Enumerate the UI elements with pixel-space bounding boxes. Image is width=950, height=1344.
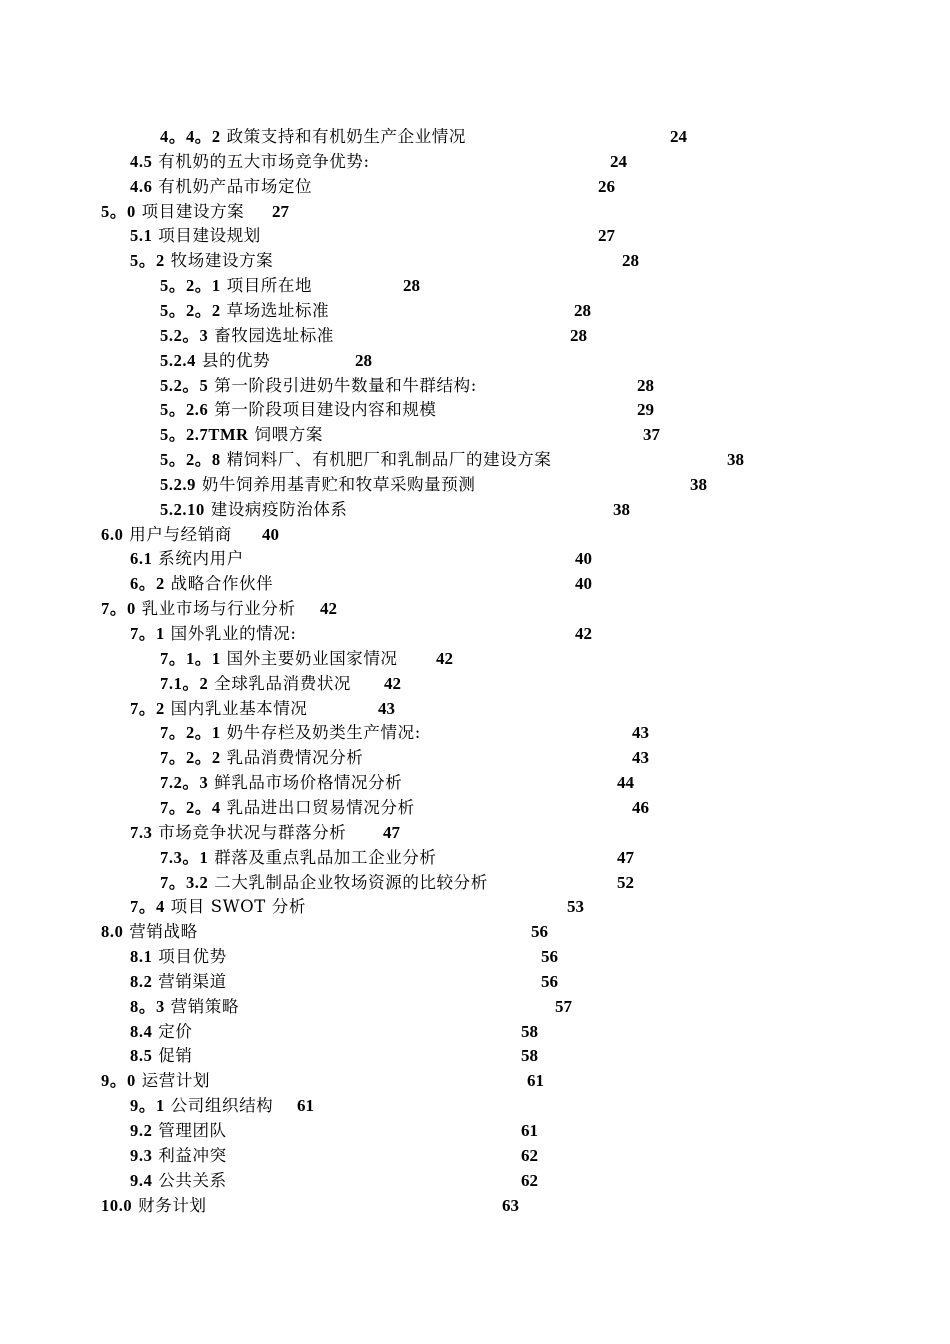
toc-section-title: 公共关系 [158,1171,227,1190]
toc-section-number: 9。0 [101,1071,136,1090]
toc-section-number: 5。2 [130,251,165,270]
toc-entry-title [160,125,466,149]
toc-page-number: 53 [567,897,584,916]
toc-section-number: 7。3.2 [160,873,209,892]
toc-section-number: 5.2.4 [160,351,196,370]
toc-section-number: 5。2.6 [160,400,209,419]
toc-entry-title [160,299,329,323]
toc-entry[interactable] [0,175,950,199]
toc-section-number: 5。2。8 [160,450,221,469]
toc-page-number: 56 [541,972,558,991]
toc-section-title: 营销策略 [170,997,240,1016]
toc-entry[interactable] [0,125,950,149]
toc-section-title: 二大乳制品企业牧场资源的比较分析 [214,873,488,892]
toc-entry[interactable] [0,349,950,373]
toc-section-number: 5.2。5 [160,376,209,395]
toc-entry-title [130,175,312,199]
toc-entry[interactable] [0,274,950,298]
toc-entry-title [101,920,198,944]
toc-section-title: 县的优势 [201,351,271,370]
toc-page-number: 27 [598,226,615,245]
toc-section-title: 畜牧园选址标准 [214,326,334,345]
toc-entry[interactable] [0,771,950,795]
toc-page-number: 58 [521,1022,538,1041]
toc-page-number: 26 [598,177,615,196]
toc-page-number: 61 [527,1071,544,1090]
toc-section-number: 5。2。1 [160,276,221,295]
toc-entry[interactable] [0,299,950,323]
toc-section-title: 精饲料厂、有机肥厂和乳制品厂的建设方案 [226,450,552,469]
toc-page-number: 28 [574,301,591,320]
toc-section-number: 5.2.9 [160,475,196,494]
toc-section-number: 6。2 [130,574,165,593]
toc-section-title: 战略合作伙伴 [170,574,274,593]
toc-entry-title [160,746,363,770]
toc-section-title: 市场竞争状况与群落分析 [158,823,347,842]
toc-entry[interactable] [0,622,950,646]
toc-entry-title [101,200,244,224]
toc-entry[interactable] [0,374,950,398]
toc-section-title: 定价 [158,1022,193,1041]
toc-section-title: 政策支持和有机奶生产企业情况 [226,127,467,146]
toc-entry[interactable] [0,473,950,497]
toc-page-number: 38 [727,450,744,469]
toc-entry-title [130,1044,193,1068]
toc-entry-title [101,597,296,621]
toc-section-number: 8。3 [130,997,165,1016]
toc-section-title: 管理团队 [158,1121,227,1140]
toc-section-number: 7.2。3 [160,773,209,792]
toc-entry-title [130,1144,227,1168]
toc-section-number: 7。2 [130,699,165,718]
toc-section-title: 项目优势 [158,947,227,966]
toc-page-number: 42 [575,624,592,643]
toc-page-number: 62 [521,1146,538,1165]
toc-entry-title [160,398,437,422]
toc-entry[interactable] [0,920,950,944]
toc-page-number: 46 [632,798,649,817]
toc-page-number: 61 [521,1121,538,1140]
toc-page-number: 47 [383,823,400,842]
toc-section-number: 7.3 [130,823,153,842]
toc-section-number: 8.1 [130,947,153,966]
toc-entry[interactable] [0,721,950,745]
toc-page-number: 40 [262,525,279,544]
toc-entry-title [130,1020,193,1044]
toc-entry-title [130,895,306,919]
toc-page-number: 47 [617,848,634,867]
toc-section-title: 项目建设规划 [158,226,261,245]
toc-entry-title [130,821,346,845]
toc-entry[interactable] [0,846,950,870]
toc-section-title: 促销 [158,1046,193,1065]
toc-section-title: 财务计划 [138,1196,207,1215]
toc-entry[interactable] [0,1144,950,1168]
toc-page-number: 57 [555,997,572,1016]
toc-section-title: 奶牛饲养用基青贮和牧草采购量预测 [201,475,476,494]
toc-entry-title [130,249,273,273]
toc-entry[interactable] [0,995,950,1019]
toc-entry-title [160,473,475,497]
toc-entry-title [160,647,398,671]
toc-entry-title [130,697,307,721]
toc-entry-title [130,995,239,1019]
toc-section-title: 有机奶的五大市场竞争优势: [158,152,370,171]
toc-page-number: 52 [617,873,634,892]
toc-section-number: 7。0 [101,599,136,618]
toc-section-number: 6.0 [101,525,124,544]
toc-section-number: 4。4。2 [160,127,221,146]
toc-section-number: 8.0 [101,922,124,941]
toc-section-number: 7。2。1 [160,723,221,742]
toc-page-number: 43 [632,723,649,742]
toc-section-title: 草场选址标准 [226,301,330,320]
toc-entry-title [160,871,488,895]
toc-entry[interactable] [0,1169,950,1193]
toc-entry-title [160,721,421,745]
toc-section-title: 国外主要奶业国家情况 [226,649,398,668]
toc-page-number: 62 [521,1171,538,1190]
toc-section-title: 运营计划 [141,1071,211,1090]
toc-section-number: 5.2。3 [160,326,209,345]
toc-entry-title [130,547,244,571]
toc-page-number: 28 [622,251,639,270]
toc-page-number: 40 [575,549,592,568]
toc-page-number: 56 [531,922,548,941]
toc-section-title: 乳业市场与行业分析 [141,599,296,618]
toc-entry[interactable] [0,572,950,596]
toc-section-number: 4.5 [130,152,153,171]
toc-section-number: 4.6 [130,177,153,196]
toc-entry-title [130,970,227,994]
toc-page-number: 56 [541,947,558,966]
toc-section-number: 9.2 [130,1121,153,1140]
toc-entry-title [160,846,437,870]
toc-section-title: 系统内用户 [158,549,244,568]
toc-section-title: 乳品进出口贸易情况分析 [226,798,415,817]
toc-section-title: 项目所在地 [226,276,313,295]
toc-entry-title [160,423,323,447]
toc-page-number: 24 [670,127,687,146]
toc-entry[interactable] [0,150,950,174]
toc-page-number: 38 [613,500,630,519]
toc-entry-title [130,1169,227,1193]
toc-page-number: 37 [643,425,660,444]
toc-entry[interactable] [0,871,950,895]
toc-entry[interactable] [0,945,950,969]
toc-page-number: 58 [521,1046,538,1065]
toc-page-number: 61 [297,1096,314,1115]
toc-section-number: 7。2。4 [160,798,221,817]
toc-section-title: 牧场建设方案 [170,251,274,270]
toc-entry[interactable] [0,498,950,522]
toc-entry[interactable] [0,1119,950,1143]
toc-entry[interactable] [0,1069,950,1093]
toc-entry-title [101,1194,207,1218]
toc-section-number: 5。2.7TMR [160,425,249,444]
toc-section-number: 5。2。2 [160,301,221,320]
toc-entry-title [160,796,415,820]
toc-section-title: 建设病疫防治体系 [210,500,348,519]
toc-entry-title [130,622,297,646]
toc-page-number: 63 [502,1196,519,1215]
toc-entry[interactable] [0,895,950,919]
toc-section-title: 第一阶段项目建设内容和规模 [214,400,437,419]
toc-entry[interactable] [0,697,950,721]
toc-page-number: 42 [436,649,453,668]
toc-section-number: 6.1 [130,549,153,568]
toc-section-title: 公司组织结构 [170,1096,274,1115]
toc-section-title: 第一阶段引进奶牛数量和牛群结构: [214,376,477,395]
toc-page-number: 38 [690,475,707,494]
toc-section-title: 项目建设方案 [141,202,245,221]
toc-entry-title [160,771,402,795]
toc-page-number: 42 [320,599,337,618]
toc-entry[interactable] [0,597,950,621]
toc-section-title: 乳品消费情况分析 [226,748,364,767]
toc-section-number: 9.4 [130,1171,153,1190]
toc-entry[interactable] [0,324,950,348]
toc-entry[interactable] [0,547,950,571]
toc-page-number: 43 [632,748,649,767]
toc-entry-title [130,1094,273,1118]
toc-entry[interactable] [0,398,950,422]
toc-section-title: 奶牛存栏及奶类生产情况: [226,723,421,742]
toc-entry-title [160,672,351,696]
toc-section-number: 8.5 [130,1046,153,1065]
toc-section-number: 7.3。1 [160,848,209,867]
toc-page-number: 44 [617,773,634,792]
toc-section-title: 国外乳业的情况: [170,624,297,643]
toc-entry-title [160,274,312,298]
toc-entry[interactable] [0,746,950,770]
toc-section-number: 7。1。1 [160,649,221,668]
toc-section-title: 国内乳业基本情况 [170,699,308,718]
toc-section-title: 项目 SWOT 分析 [170,897,306,916]
toc-section-number: 8.2 [130,972,153,991]
toc-entry[interactable] [0,423,950,447]
toc-section-title: 有机奶产品市场定位 [158,177,313,196]
toc-entry-title [130,572,273,596]
toc-entry[interactable] [0,821,950,845]
toc-entry-title [160,324,334,348]
toc-section-number: 5.1 [130,226,153,245]
toc-entry-title [160,374,477,398]
toc-entry[interactable] [0,249,950,273]
toc-section-title: 营销渠道 [158,972,227,991]
toc-section-number: 7。4 [130,897,165,916]
toc-entry[interactable] [0,448,950,472]
toc-entry[interactable] [0,647,950,671]
toc-entry[interactable] [0,224,950,248]
toc-entry-title [101,1069,210,1093]
toc-section-number: 7。1 [130,624,165,643]
toc-page-number: 24 [610,152,627,171]
toc-page-number: 40 [575,574,592,593]
toc-entry-title [160,448,552,472]
toc-entry-title [160,349,270,373]
toc-page-number: 28 [355,351,372,370]
toc-entry-title [160,498,348,522]
toc-section-title: 利益冲突 [158,1146,227,1165]
toc-section-number: 10.0 [101,1196,133,1215]
toc-entry[interactable] [0,523,950,547]
toc-entry-title [130,150,370,174]
toc-section-number: 7。2。2 [160,748,221,767]
toc-section-title: 鲜乳品市场价格情况分析 [214,773,403,792]
toc-section-title: 群落及重点乳品加工企业分析 [214,848,437,867]
toc-entry[interactable] [0,970,950,994]
toc-entry[interactable] [0,672,950,696]
toc-section-number: 7.1。2 [160,674,209,693]
toc-entry[interactable] [0,200,950,224]
toc-section-number: 9。1 [130,1096,165,1115]
toc-entry[interactable] [0,1094,950,1118]
toc-section-title: 饲喂方案 [254,425,323,444]
toc-page-number: 28 [403,276,420,295]
toc-entry-title [130,1119,227,1143]
toc-entry[interactable] [0,1044,950,1068]
toc-section-title: 用户与经销商 [129,525,232,544]
toc-page-number: 27 [272,202,289,221]
toc-entry[interactable] [0,1020,950,1044]
toc-page-number: 29 [637,400,654,419]
toc-section-title: 全球乳品消费状况 [214,674,352,693]
toc-section-number: 9.3 [130,1146,153,1165]
toc-page-number: 28 [637,376,654,395]
toc-entry-title [130,224,261,248]
toc-page-number: 28 [570,326,587,345]
toc-page-number: 43 [378,699,395,718]
toc-entry-title [130,945,227,969]
toc-section-number: 8.4 [130,1022,153,1041]
toc-section-number: 5.2.10 [160,500,205,519]
toc-entry[interactable] [0,796,950,820]
toc-page-number: 42 [384,674,401,693]
toc-section-number: 5。0 [101,202,136,221]
toc-entry-title [101,523,232,547]
toc-entry[interactable] [0,1194,950,1218]
toc-section-title: 营销战略 [129,922,198,941]
